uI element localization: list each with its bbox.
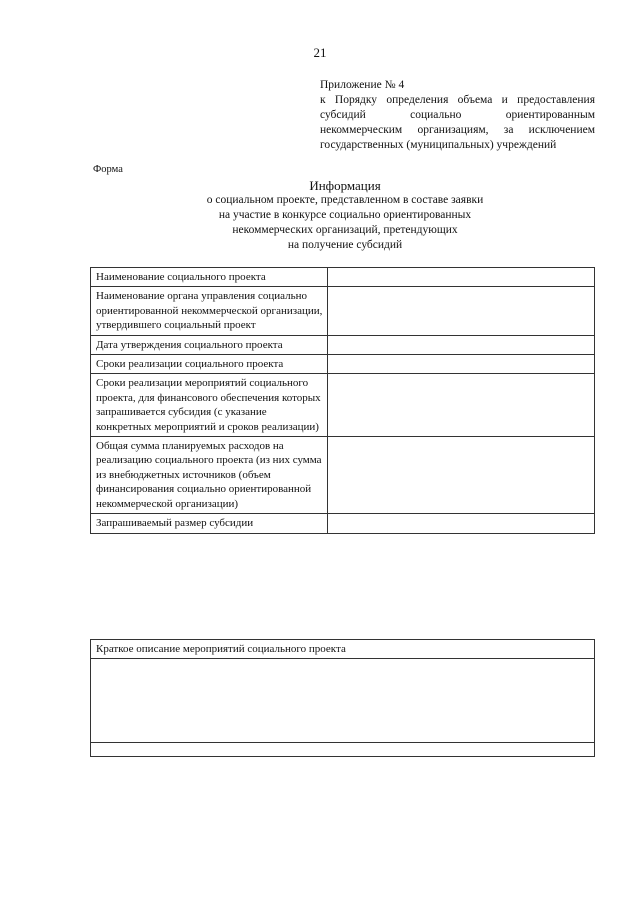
row-value-cell[interactable]	[328, 355, 595, 374]
row-label: Общая сумма планируемых расходов на реализацию социального проекта (из них сумма из внебюджетных источников (объем финансирования социально ориентированной некоммерческой организации)	[91, 437, 328, 514]
row-label: Запрашиваемый размер субсидии	[91, 514, 328, 533]
title-line-2: о социальном проекте, представленном в составе заявки	[206, 194, 484, 206]
appendix-text: к Порядку определения объема и предоставления субсидий социально ориентированным некоммерческим организациям, за исключением государственных (муниципальных) учреждений	[320, 94, 595, 151]
table-row	[91, 355, 595, 374]
table-row	[91, 437, 595, 514]
row-label: Сроки реализации социального проекта	[91, 355, 328, 374]
description-body-cell[interactable]	[91, 659, 595, 743]
row-label: Сроки реализации мероприятий социального проекта, для финансового обеспечения которых запрашивается субсидия (с указание конкретных мероприятий и сроков реализации)	[91, 374, 328, 437]
table-row	[91, 335, 595, 354]
title-line-3: на участие в конкурсе социально ориентированных	[218, 209, 472, 221]
table-row	[91, 659, 595, 743]
table-row	[91, 287, 595, 335]
title-line-1: Информация	[309, 178, 381, 193]
row-value-cell[interactable]	[328, 287, 595, 335]
row-value-cell[interactable]	[328, 514, 595, 533]
title-line-5: на получение субсидий	[287, 239, 403, 251]
table-row	[91, 514, 595, 533]
table-row	[91, 268, 595, 287]
description-footer-cell[interactable]	[91, 743, 595, 757]
appendix-label: Приложение № 4	[320, 79, 405, 91]
page-number: 21	[313, 45, 327, 60]
document-title	[150, 178, 540, 253]
description-table	[90, 639, 595, 757]
form-label: Форма	[93, 164, 123, 175]
row-value-cell[interactable]	[328, 335, 595, 354]
row-value-cell[interactable]	[328, 374, 595, 437]
description-header: Краткое описание мероприятий социального проекта	[91, 640, 595, 659]
row-label: Наименование социального проекта	[91, 268, 328, 287]
title-line-4: некоммерческих организаций, претендующих	[232, 224, 458, 236]
row-value-cell[interactable]	[328, 268, 595, 287]
row-label: Наименование органа управления социально ориентированной некоммерческой организации, утвердившего социальный проект	[91, 287, 328, 335]
table-row	[91, 374, 595, 437]
project-info-table	[90, 267, 595, 534]
table-row	[91, 743, 595, 757]
row-value-cell[interactable]	[328, 437, 595, 514]
appendix-block	[320, 78, 595, 153]
table-row	[91, 640, 595, 659]
row-label: Дата утверждения социального проекта	[91, 335, 328, 354]
